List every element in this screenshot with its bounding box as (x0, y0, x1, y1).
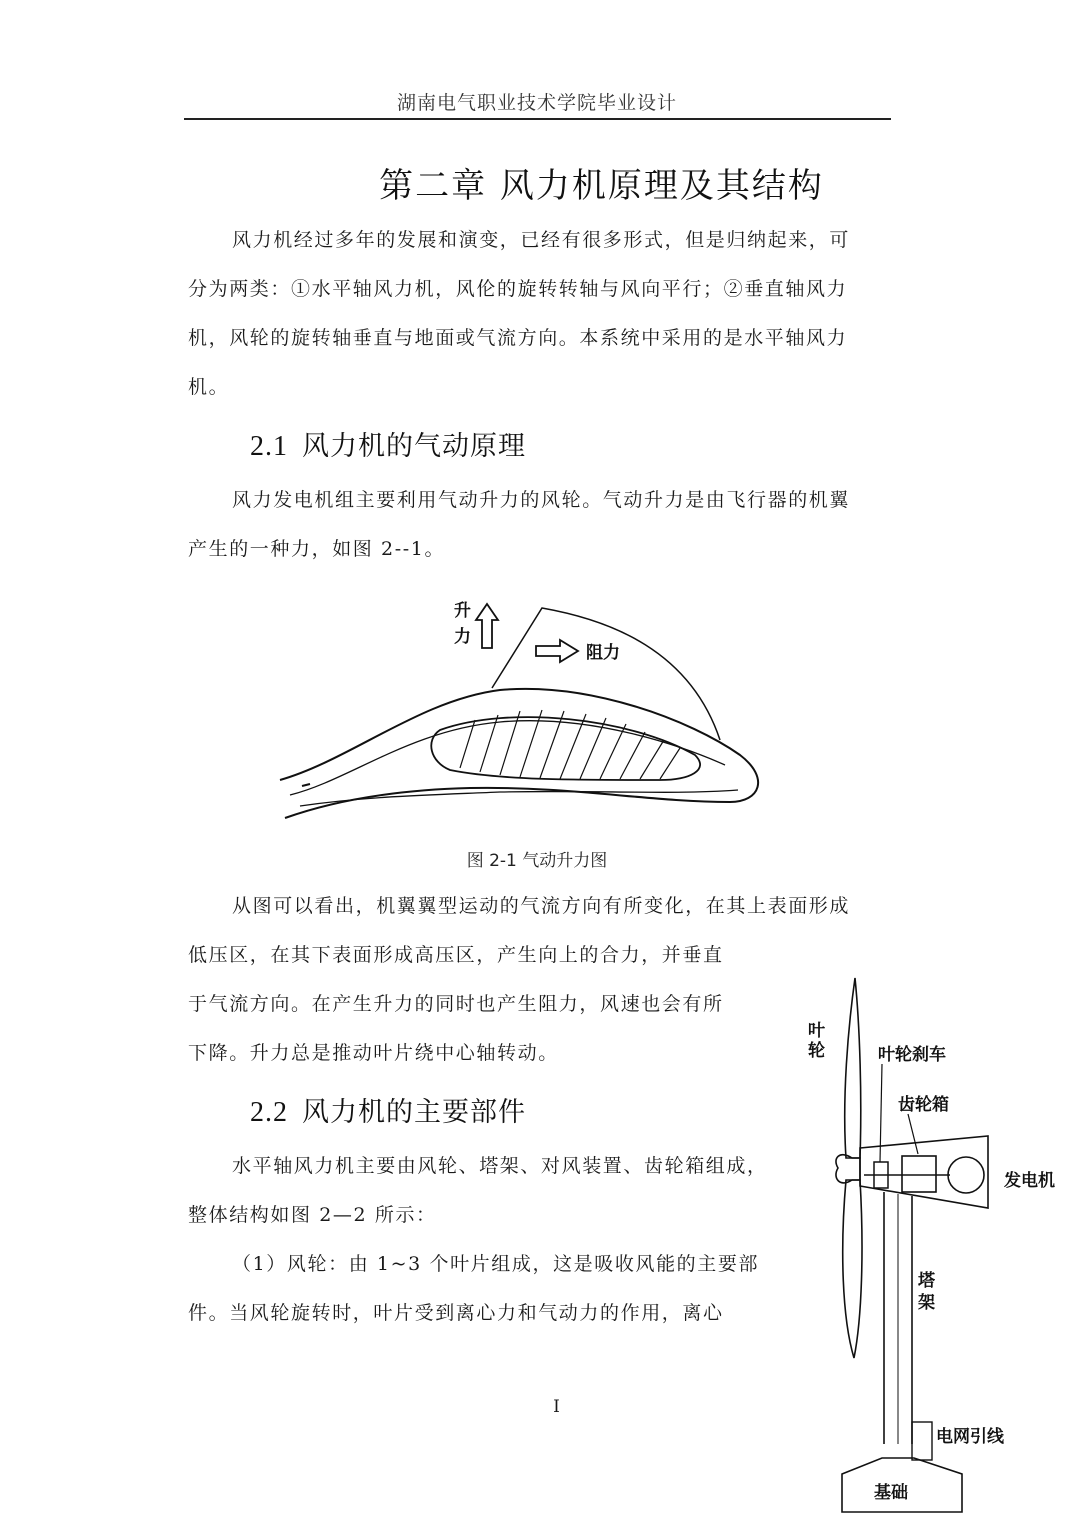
chapter-title: 第二章 风力机原理及其结构 (379, 166, 824, 206)
airfoil-outline (280, 689, 758, 818)
generator-label: 发电机 (1004, 1171, 1055, 1191)
rotor-label: 轮 (808, 1041, 825, 1061)
section-title: 风力机的气动原理 (302, 431, 526, 462)
core-hatching (460, 710, 680, 779)
intro-line: 风力机经过多年的发展和演变，已经有很多形式，但是归纳起来，可 (232, 229, 851, 251)
foundation-label: 基础 (874, 1483, 908, 1503)
paragraph-line: 产生的一种力，如图 2--1。 (188, 538, 446, 560)
section-heading-2-2 (250, 1090, 526, 1129)
page-number: I (553, 1397, 560, 1417)
airfoil-mark (302, 784, 310, 786)
intro-line: 分为两类：①水平轴风力机，风伦的旋转转轴与风向平行；②垂直轴风力 (188, 278, 848, 300)
grid-lead-box (912, 1422, 932, 1460)
brake-label: 叶轮刹车 (878, 1045, 946, 1065)
paragraph-line: 件。当风轮旋转时，叶片受到离心力和气动力的作用，离心 (188, 1302, 724, 1324)
tower-label: 塔 (918, 1271, 935, 1291)
wind-turbine-figure (800, 968, 1070, 1516)
rotor-label: 叶 (808, 1021, 825, 1041)
paragraph-line: 水平轴风力机主要由风轮、塔架、对风装置、齿轮箱组成， (232, 1155, 768, 1177)
paragraph-line: 低压区，在其下表面形成高压区，产生向上的合力，并垂直 (188, 944, 724, 966)
section-title: 风力机的主要部件 (302, 1097, 526, 1128)
lift-label: 力 (454, 627, 471, 647)
brake-leader (880, 1064, 882, 1162)
intro-paragraph (188, 216, 898, 412)
paragraph-line: 整体结构如图 2—2 所示： (188, 1204, 437, 1226)
drag-arrow-icon (536, 640, 578, 662)
tower-label: 架 (918, 1293, 935, 1313)
airfoil-inner-contour (290, 721, 725, 795)
paragraph-line: 于气流方向。在产生升力的同时也产生阻力，风速也会有所 (188, 993, 724, 1015)
hub (836, 1155, 860, 1183)
generator-block (948, 1157, 984, 1193)
intro-line: 机。 (188, 376, 230, 398)
section-number: 2.1 (250, 431, 288, 462)
section-2-paragraph (188, 1142, 788, 1338)
lift-arrow-icon (476, 604, 498, 648)
page-header: 湖南电气职业技术学院毕业设计 (396, 92, 677, 114)
gearbox-block (902, 1156, 936, 1192)
gearbox-leader (908, 1114, 918, 1154)
lift-label: 升 (454, 601, 471, 621)
paragraph-line: 风力发电机组主要利用气动升力的风轮。气动升力是由飞行器的机翼 (232, 489, 851, 511)
section-1-paragraph (188, 476, 898, 574)
paragraph-line: 下降。升力总是推动叶片绕中心轴转动。 (188, 1042, 559, 1064)
nacelle (860, 1136, 988, 1208)
section-heading-2-1 (250, 424, 526, 463)
grid-lead-label: 电网引线 (936, 1427, 1004, 1447)
paragraph-line: 从图可以看出，机翼翼型运动的气流方向有所变化，在其上表面形成 (232, 895, 851, 917)
paragraph-line: （1）风轮：由 1~3 个叶片组成，这是吸收风能的主要部 (232, 1253, 760, 1275)
drag-label: 阻力 (586, 643, 620, 663)
upper-blade (845, 978, 861, 1158)
lower-blade (843, 1180, 862, 1358)
section-1-after-paragraph (188, 882, 898, 1078)
section-number: 2.2 (250, 1097, 288, 1128)
header-rule (184, 118, 891, 120)
airfoil-lift-figure (270, 590, 780, 830)
gearbox-label: 齿轮箱 (898, 1095, 949, 1115)
figure-1-caption: 图 2-1 气动升力图 (466, 851, 608, 871)
intro-line: 机，风轮的旋转轴垂直与地面或气流方向。本系统中采用的是水平轴风力 (188, 327, 848, 349)
